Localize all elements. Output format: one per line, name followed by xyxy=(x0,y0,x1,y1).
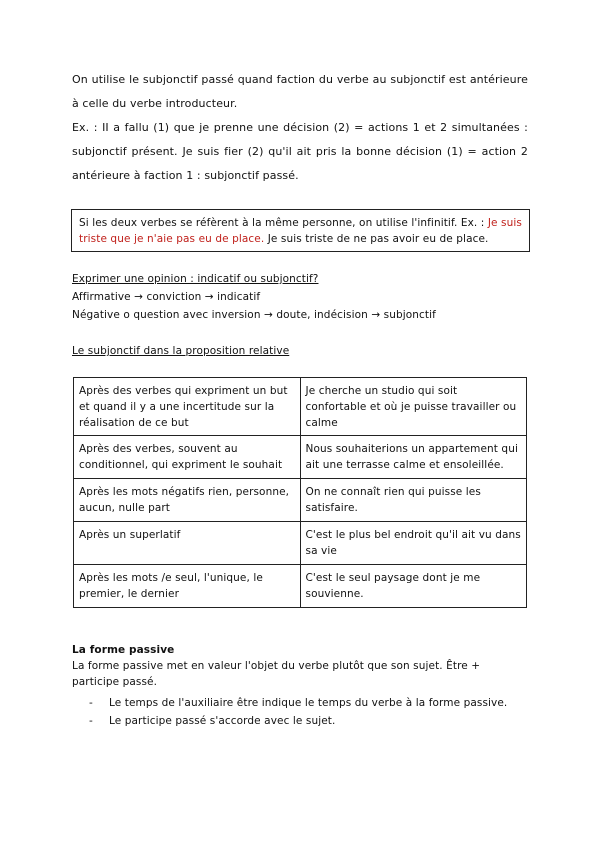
rule-cell: Après les mots négatifs rien, personne, aucun, nulle part xyxy=(74,479,301,522)
table-row xyxy=(74,565,527,608)
table-row xyxy=(74,436,527,479)
passive-intro: La forme passive met en valeur l'objet du verbe plutôt que son sujet. Être + participe passé. xyxy=(72,660,481,688)
infinitive-note-box xyxy=(71,209,530,252)
passive-rules-list xyxy=(72,694,512,730)
relative-table xyxy=(73,377,527,608)
example-cell: Je cherche un studio qui soit confortable et où je puisse travailler ou calme xyxy=(300,378,527,436)
rule-cell: Après des verbes, souvent au conditionnel, qui expriment le souhait xyxy=(74,436,301,479)
note-text: Si les deux verbes se réfèrent à la même personne, on utilise l'infinitif. Ex. : xyxy=(79,217,488,229)
list-item xyxy=(72,694,512,712)
table-row xyxy=(74,522,527,565)
table-row xyxy=(74,479,527,522)
example-cell: C'est le seul paysage dont je me souvienne. xyxy=(300,565,527,608)
rule-cell: Après un superlatif xyxy=(74,522,301,565)
passive-heading: La forme passive xyxy=(72,644,175,656)
rule-cell: Après les mots /e seul, l'unique, le premier, le dernier xyxy=(74,565,301,608)
subjonctif-passe-example-paragraph: Ex. : II a fallu (1) que je prenne une décision (2) = actions 1 et 2 simultanées : subjonctif présent. Je suis fier (2) qu'il ait pris la bonne décision (1) = action 2 antérieure à faction 1 : subjonctif passé. xyxy=(72,121,528,182)
table-row xyxy=(74,378,527,436)
list-item xyxy=(72,712,512,730)
list-item-text: Le participe passé s'accorde avec le sujet. xyxy=(109,715,336,727)
example-cell: C'est le plus bel endroit qu'il ait vu dans sa vie xyxy=(300,522,527,565)
opinion-negative: Négative o question avec inversion → doute, indécision → subjonctif xyxy=(72,309,436,321)
opinion-heading: Exprimer une opinion : indicatif ou subjonctif? xyxy=(72,273,319,285)
example-cell: Nous souhaiterions un appartement qui ait une terrasse calme et ensoleillée. xyxy=(300,436,527,479)
relative-heading: Le subjonctif dans la proposition relative xyxy=(72,345,290,357)
note-correct-example: Je suis triste de ne pas avoir eu de place. xyxy=(264,233,489,245)
list-item-text: Le temps de l'auxiliaire être indique le temps du verbe à la forme passive. xyxy=(109,697,508,709)
opinion-affirmative: Affirmative → conviction → indicatif xyxy=(72,291,261,303)
note-incorrect-example: Je suis triste que je n'aie pas eu de place. xyxy=(79,217,522,245)
list-dash: - xyxy=(89,697,93,709)
list-dash: - xyxy=(89,715,93,727)
rule-cell: Après des verbes qui expriment un but et quand il y a une incertitude sur la réalisation de ce but xyxy=(74,378,301,436)
subjonctif-passe-paragraph: On utilise le subjonctif passé quand faction du verbe au subjonctif est antérieure à celle du verbe introducteur. xyxy=(72,73,528,110)
example-cell: On ne connaît rien qui puisse les satisfaire. xyxy=(300,479,527,522)
